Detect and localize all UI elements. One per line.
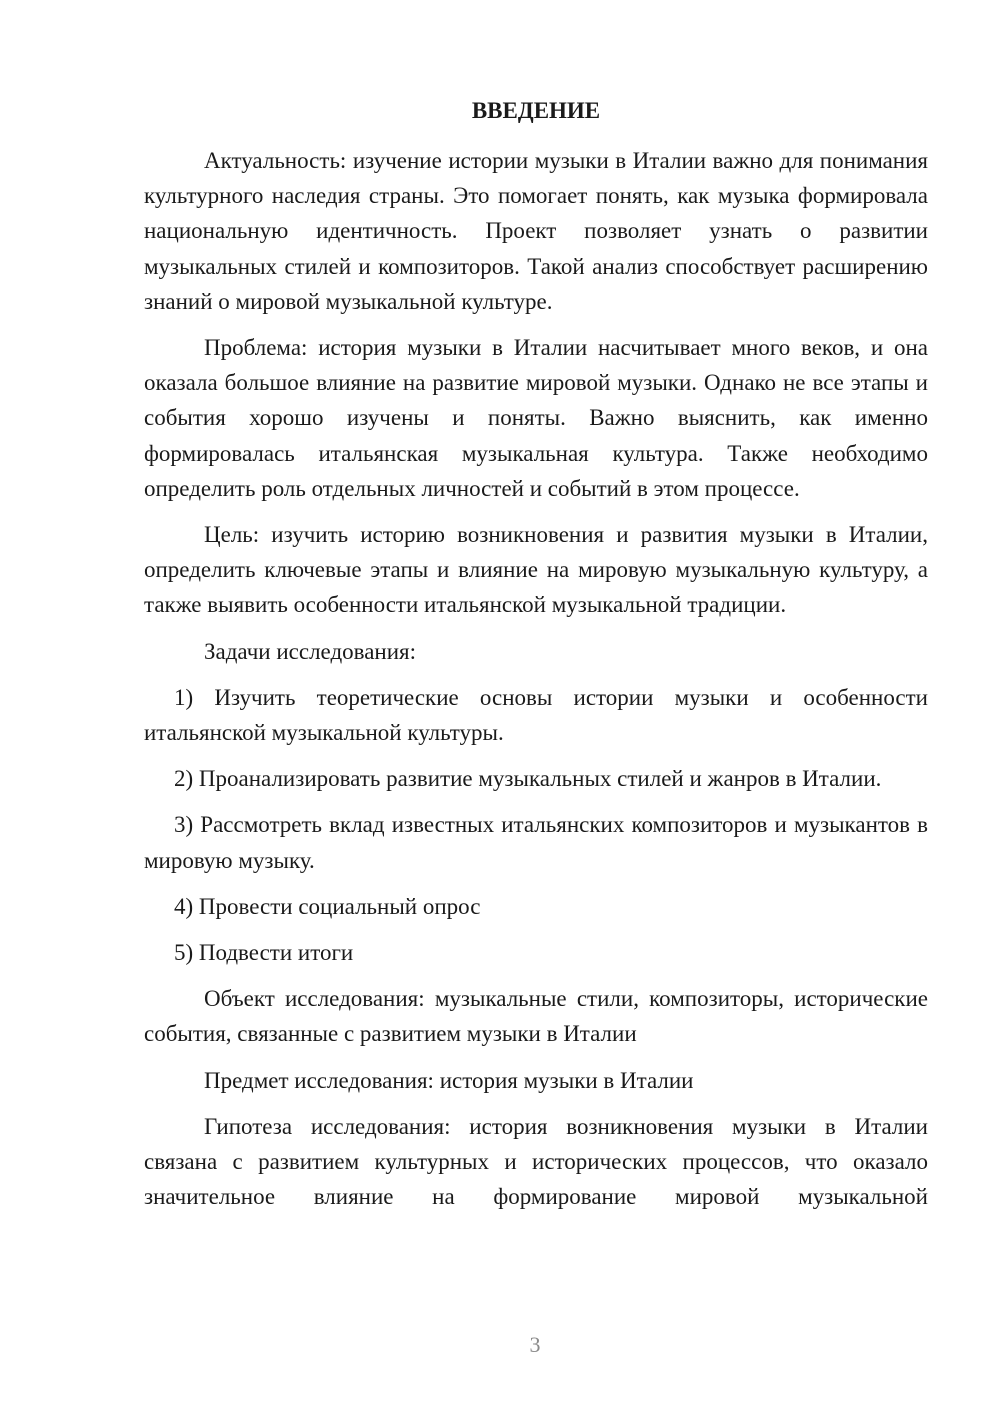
paragraph-relevance: Актуальность: изучение истории музыки в Италии важно для понимания культурного наследия страны. Это помогает понять, как музыка формировала национальную идентичность. Проект позволяет узнать о развитии музыкальных стилей и композиторов. Такой анализ способствует расширению знаний о мировой музыкальной культуре. xyxy=(144,148,928,314)
page-content xyxy=(144,96,928,1214)
task-item-5: 5) Подвести итоги xyxy=(174,940,354,966)
tasks-heading: Задачи исследования: xyxy=(204,638,417,664)
page-number: 3 xyxy=(529,1332,541,1357)
task-item-1: 1) Изучить теоретические основы истории музыки и особенности итальянской музыкальной культуры. xyxy=(144,684,928,746)
paragraph-problem: Проблема: история музыки в Италии насчитывает много веков, и она оказала большое влияние на развитие мировой музыки. Однако не все этапы и события хорошо изучены и поняты. Важно выяснить, как именно формировалась итальянская музыкальная культура. Также необходимо определить роль отдельных личностей и событий в этом процессе. xyxy=(144,335,928,501)
paragraph-object: Объект исследования: музыкальные стили, композиторы, исторические события, связанные с развитием музыки в Италии xyxy=(144,986,928,1047)
task-item-4: 4) Провести социальный опрос xyxy=(174,893,481,919)
page-title: ВВЕДЕНИЕ xyxy=(471,98,601,123)
paragraph-goal: Цель: изучить историю возникновения и развития музыки в Италии, определить ключевые этапы и влияние на мировую музыкальную культуру, а также выявить особенности итальянской музыкальной традиции. xyxy=(144,522,928,618)
paragraph-hypothesis: Гипотеза исследования: история возникновения музыки в Италии связана с развитием культурных и исторических процессов, что оказало значительное влияние на формирование мировой музыкальной xyxy=(144,1113,928,1210)
task-item-3: 3) Рассмотреть вклад известных итальянских композиторов и музыкантов в мировую музыку. xyxy=(144,812,928,873)
paragraph-subject: Предмет исследования: история музыки в Италии xyxy=(204,1067,694,1093)
task-item-2: 2) Проанализировать развитие музыкальных стилей и жанров в Италии. xyxy=(174,766,882,792)
